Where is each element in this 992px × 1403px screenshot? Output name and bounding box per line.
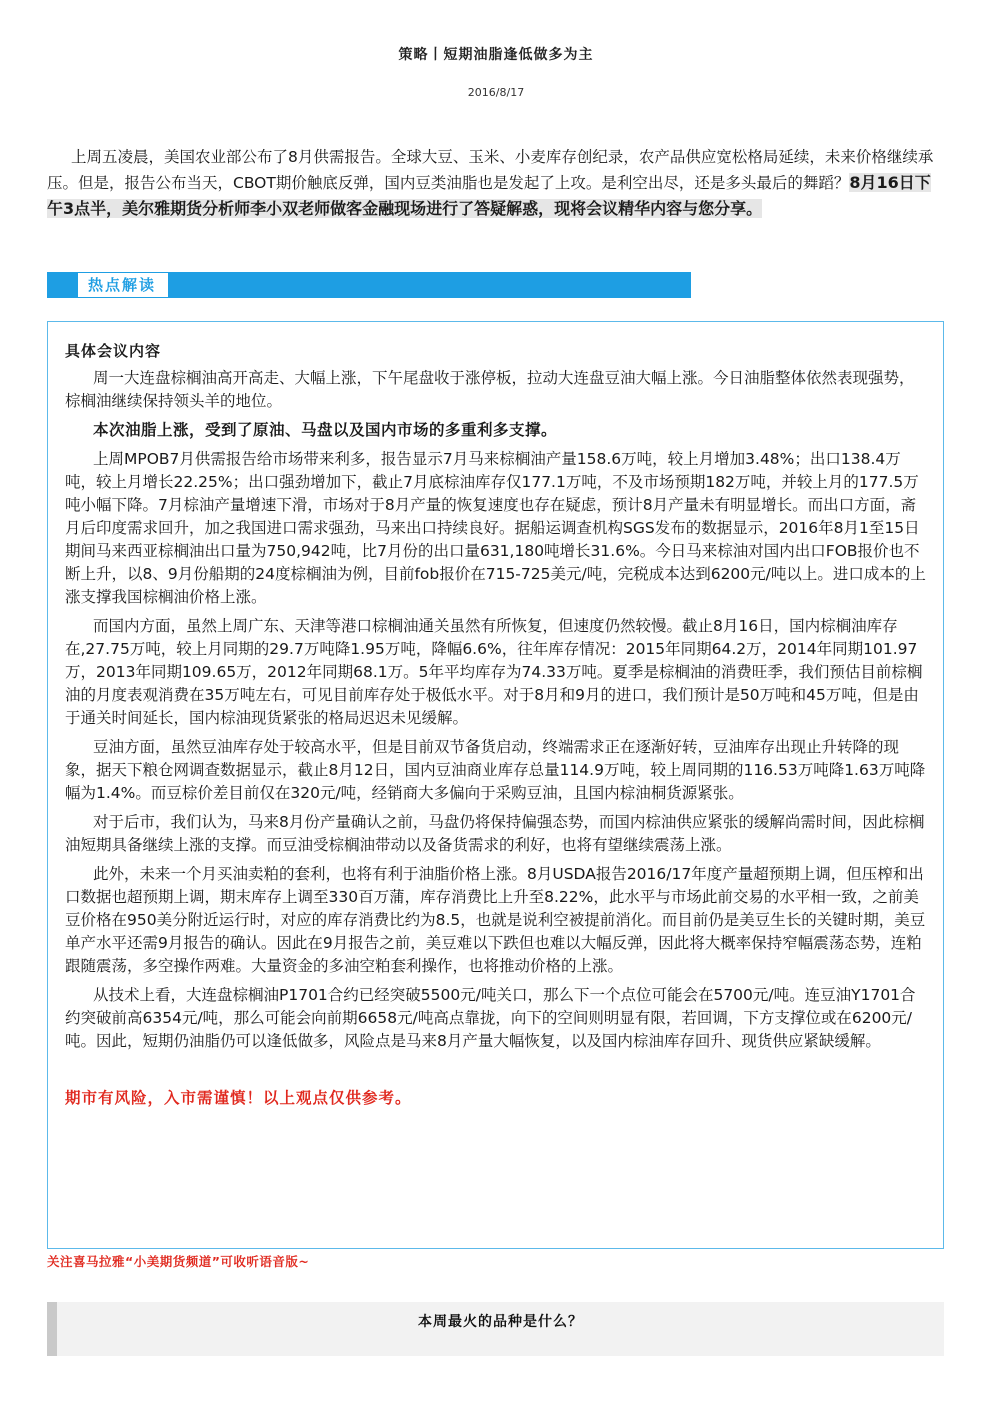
- content-box: [47, 321, 944, 1249]
- paragraph-8: 从技术上看，大连盘棕榈油P1701合约已经突破5500元/吨关口，那么下一个点位可能会在5700元/吨。连豆油Y1701合约突破前高6354元/吨，那么可能会向前期6658元/吨高点靠拢，向下的空间则明显有限，若回调，下方支撑位或在6200元/吨。因此，短期仍油脂仍可以逢低做多，风险点是马来8月产量大幅恢复，以及国内棕油库存回升、现货供应紧缺缓解。: [65, 986, 916, 1050]
- risk-warning: 期市有风险，入市需谨慎！以上观点仅供参考。: [65, 1089, 412, 1107]
- content-heading: 具体会议内容: [65, 342, 162, 360]
- paragraph-1: 周一大连盘棕榈油高开高走、大幅上涨，下午尾盘收于涨停板，拉动大连盘豆油大幅上涨。今日油脂整体依然表现强势，棕榈油继续保持领头羊的地位。: [65, 369, 915, 410]
- section-header-bar: [47, 272, 691, 298]
- intro-highlight: 8月16日下午3点半，美尔雅期货分析师李小双老师做客金融现场进行了答疑解惑，现将会议精华内容与您分享。: [47, 173, 931, 218]
- question-box: [47, 1302, 944, 1356]
- paragraph-7: 此外，未来一个月买油卖粕的套利，也将有利于油脂价格上涨。8月USDA报告2016/17年度产量超预期上调，但压榨和出口数据也超预期上调，期末库存上调至330百万蒲，库存消费比上升至8.22%，此水平与市场此前交易的水平相一致，之前美豆价格在950美分附近运行时，对应的库存消费比约为8.5，也就是说利空被提前消化。而目前仍是美豆生长的关键时期，美豆单产水平还需9月报告的确认。因此在9月报告之前，美豆难以下跌但也难以大幅反弹，因此将大概率保持窄幅震荡态势，连粕跟随震荡，多空操作两难。大量资金的多油空粕套利操作，也将推动价格的上涨。: [65, 865, 926, 975]
- paragraph-2-bold: 本次油脂上涨，受到了原油、马盘以及国内市场的多重利多支撑。: [93, 421, 558, 439]
- question-text: 本周最火的品种是什么？: [418, 1314, 583, 1330]
- paragraph-5: 豆油方面，虽然豆油库存处于较高水平，但是目前双节备货启动，终端需求正在逐渐好转，豆油库存出现止升转降的现象，据天下粮仓网调查数据显示，截止8月12日，国内豆油商业库存总量114.9万吨，较上周同期的116.53万吨降1.63万吨降幅为1.4%。而豆棕价差目前仅在320元/吨，经销商大多偏向于采购豆油，且国内棕油桐货源紧张。: [65, 738, 926, 802]
- section-bar-block: [47, 272, 73, 298]
- paragraph-4: 而国内方面，虽然上周广东、天津等港口棕榈油通关虽然有所恢复，但速度仍然较慢。截止8月16日，国内棕榈油库存在,27.75万吨，较上月同期的29.7万吨降1.95万吨，降幅6.6%，往年库存情况：2015年同期64.2万，2014年同期101.97万，2013年同期109.65万，2012年同期68.1万。5年平均库存为74.33万吨。夏季是棕榈油的消费旺季，我们预估目前棕榈油的月度表观消费在35万吨左右，可见目前库存处于极低水平。对于8月和9月的进口，我们预计是50万吨和45万吨，但是由于通关时间延长，国内棕油现货紧张的格局迟迟未见缓解。: [65, 617, 923, 727]
- article-date: 2016/8/17: [467, 86, 525, 99]
- content-inner: [65, 340, 927, 1116]
- intro-text: 上周五凌晨，美国农业部公布了8月供需报告。全球大豆、玉米、小麦库存创纪录，农产品供应宽松格局延续，未来价格继续承压。但是，报告公布当天，CBOT期价触底反弹，国内豆类油脂也是发起了上攻。是利空出尽，还是多头最后的舞蹈？: [47, 148, 934, 192]
- paragraph-6: 对于后市，我们认为，马来8月份产量确认之前，马盘仍将保持偏强态势，而国内棕油供应紧张的缓解尚需时间，因此棕榈油短期具备继续上涨的支撑。而豆油受棕榈油带动以及备货需求的利好，也将有望继续震荡上涨。: [65, 813, 925, 854]
- article-title: 策略丨短期油脂逢低做多为主: [398, 47, 594, 63]
- intro-paragraph: [47, 145, 943, 222]
- section-label: 热点解读: [78, 273, 168, 297]
- follow-notice: 关注喜马拉雅“小美期货频道”可收听语音版~: [47, 1254, 310, 1269]
- paragraph-3: 上周MPOB7月供需报告给市场带来利多，报告显示7月马来棕榈油产量158.6万吨，较上月增加3.48%；出口138.4万吨，较上月增长22.25%；出口强劲增加下，截止7月底棕油库存仅177.1万吨，不及市场预期182万吨，并较上月的177.5万吨小幅下降。7月棕油产量增速下滑，市场对于8月产量的恢复速度也存在疑虑，预计8月产量未有明显增长。而出口方面，斋月后印度需求回升，加之我国进口需求强劲，马来出口持续良好。据船运调查机构SGS发布的数据显示，2016年8月1至15日期间马来西亚棕榈油出口量为750,942吨，比7月份的出口量631,180吨增长31.6%。今日马来棕油对国内出口FOB报价也不断上升，以8、9月份船期的24度棕榈油为例，目前fob报价在715-725美元/吨，完税成本达到6200元/吨以上。进口成本的上涨支撑我国棕榈油价格上涨。: [65, 450, 926, 606]
